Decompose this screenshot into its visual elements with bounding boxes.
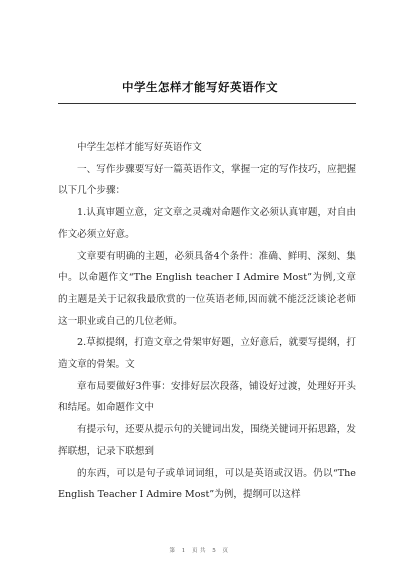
paragraph: 有提示句，还要从提示句的关键词出发，围绕关键词开拓思路，发挥联想，记录下联想到 xyxy=(58,424,356,457)
paragraph: 中学生怎样才能写好英语作文 xyxy=(77,142,202,153)
paragraph: 的东西，可以是句子或单词词组，可以是英语或汉语。仍以“The English Teacher I Admire Most”为例，提纲可以这样 xyxy=(58,467,356,501)
paragraph: 文章要有明确的主题，必须具备4个条件：准确、鲜明、深刻、集中。以命题作文“The English teacher I Admire Most”为例,文章的主题是关于记叙我最欣赏的一位英语老师,因而就不能泛泛谈论老师这一职业或自己的几位老师。 xyxy=(58,250,356,327)
paragraph: 1.认真审题立意，定文章之灵魂对命题作文必须认真审题，对自由作文必须立好意。 xyxy=(58,207,356,240)
paragraph: 2.草拟提纲，打造文章之骨架审好题，立好意后，就要写提纲，打造文章的骨架。文 xyxy=(58,337,356,371)
document-body xyxy=(58,137,356,506)
paragraph: 一、写作步骤要写好一篇英语作文，掌握一定的写作技巧，应把握以下几个步骤： xyxy=(58,163,356,197)
page-footer: 第 1 页共 5 页 xyxy=(169,548,231,554)
paragraph: 章布局要做好3件事：安排好层次段落，铺设好过渡，处理好开头和结尾。如命题作文中 xyxy=(58,380,356,414)
title-divider xyxy=(58,103,356,104)
page-title: 中学生怎样才能写好英语作文 xyxy=(122,80,278,94)
